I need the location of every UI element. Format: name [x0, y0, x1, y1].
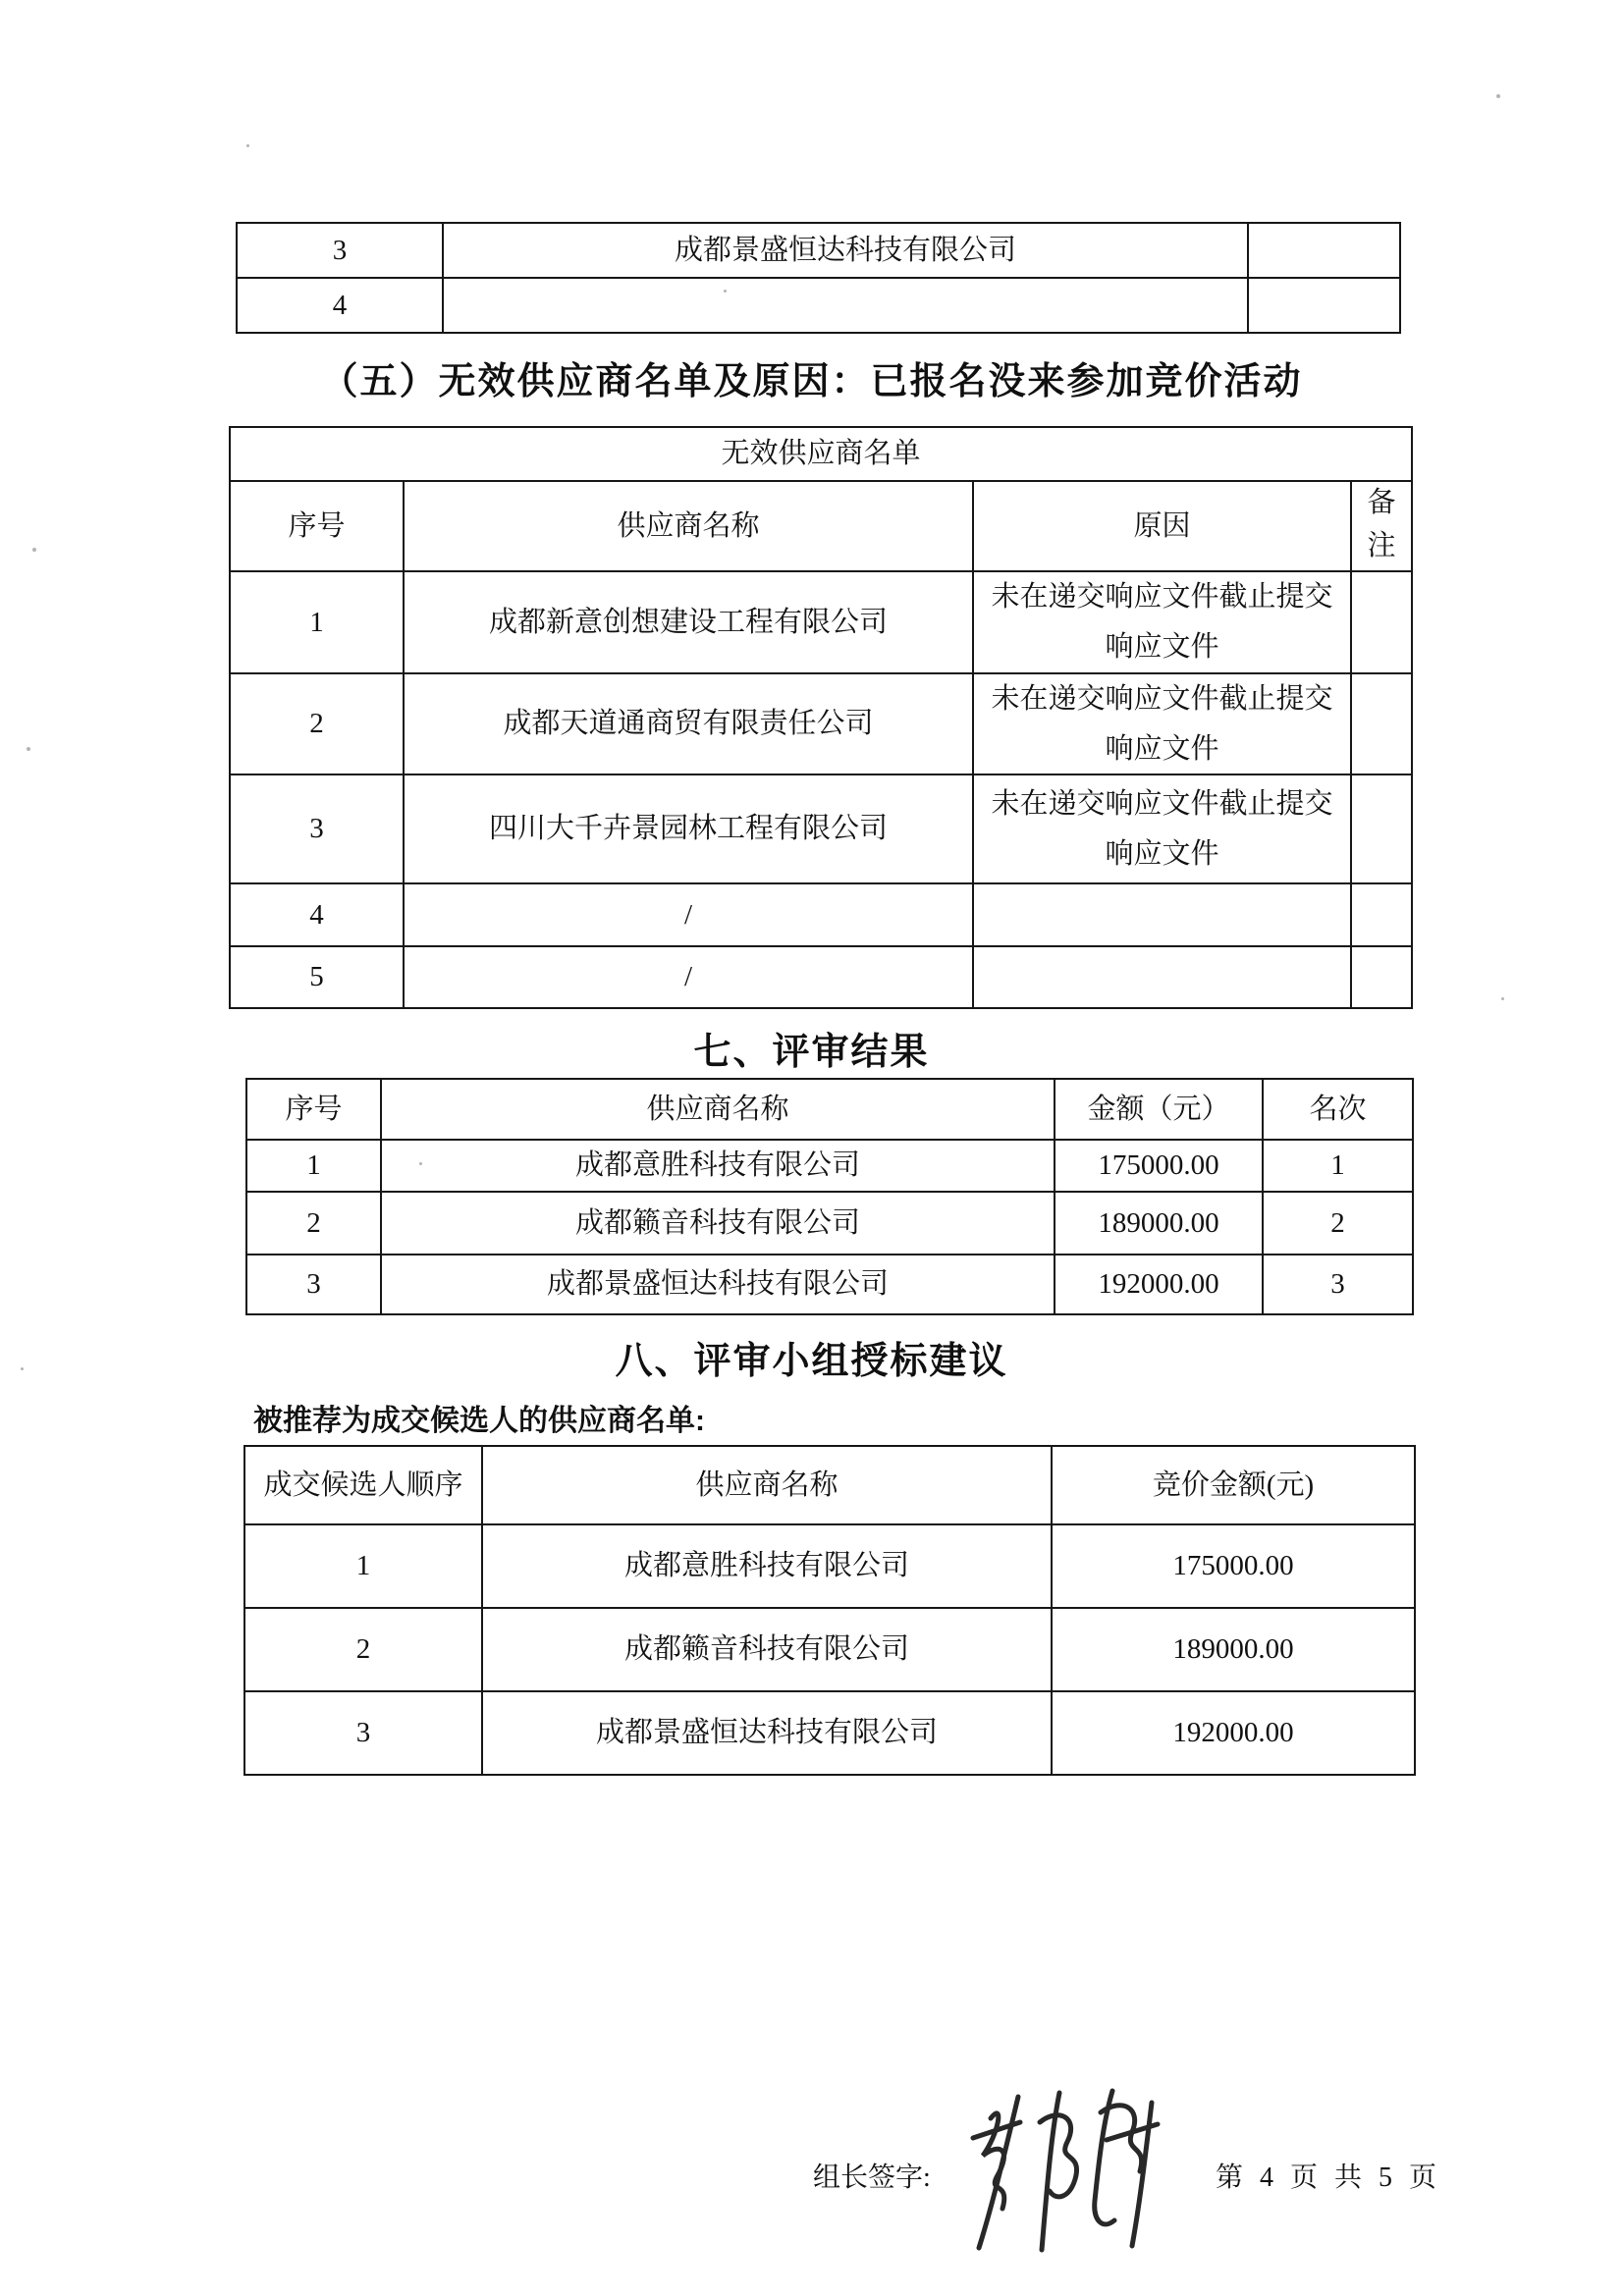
section-heading-invalid-suppliers: （五）无效供应商名单及原因：已报名没来参加竞价活动: [320, 361, 1303, 402]
supplier-name-cell: [443, 278, 1248, 333]
row-number-cell: 2: [244, 1608, 482, 1691]
row-number-cell: 3: [230, 774, 404, 883]
column-header-bid-amount: 竞价金额(元): [1052, 1446, 1415, 1524]
section-heading-review-result: 七、评审结果: [693, 1032, 930, 1073]
note-cell: [1351, 774, 1412, 883]
note-cell: [1248, 223, 1400, 278]
row-number-cell: 1: [246, 1140, 381, 1192]
amount-cell: 175000.00: [1055, 1140, 1263, 1192]
supplier-name-cell: 成都籁音科技有限公司: [381, 1192, 1055, 1255]
column-header-no: 序号: [230, 481, 404, 571]
review-result-table: [245, 1078, 1414, 1315]
note-cell: [1351, 571, 1412, 673]
table-row: [237, 278, 1400, 333]
supplier-name-cell: 成都意胜科技有限公司: [482, 1524, 1052, 1608]
table-title-cell: 无效供应商名单: [230, 427, 1412, 481]
table-header-row: [246, 1079, 1413, 1140]
note-cell: [1248, 278, 1400, 333]
table-row: [230, 673, 1412, 775]
column-header-no: 序号: [246, 1079, 381, 1140]
row-number-cell: 5: [230, 946, 404, 1008]
scan-speck: [21, 1367, 24, 1370]
rank-cell: 3: [1263, 1255, 1413, 1314]
row-number-cell: 2: [246, 1192, 381, 1255]
scan-speck: [1501, 997, 1504, 1000]
scan-speck: [724, 290, 727, 293]
column-header-amount: 金额（元）: [1055, 1079, 1263, 1140]
amount-cell: 189000.00: [1052, 1608, 1415, 1691]
column-header-rank: 名次: [1263, 1079, 1413, 1140]
table-header-row: [244, 1446, 1415, 1524]
scan-speck: [27, 747, 30, 751]
table-row: [244, 1608, 1415, 1691]
row-number-cell: 3: [244, 1691, 482, 1775]
note-cell: [1351, 883, 1412, 946]
table-row: [244, 1524, 1415, 1608]
rank-cell: 1: [1263, 1140, 1413, 1192]
rank-cell: 2: [1263, 1192, 1413, 1255]
scan-speck: [246, 144, 249, 147]
supplier-name-cell: 成都意胜科技有限公司: [381, 1140, 1055, 1192]
row-number-cell: 4: [237, 278, 443, 333]
row-number-cell: 2: [230, 673, 404, 775]
column-header-note: [1351, 481, 1412, 571]
row-number-cell: 3: [237, 223, 443, 278]
leader-signature-handwriting: [957, 2081, 1188, 2258]
row-number-cell: 3: [246, 1255, 381, 1314]
supplier-name-cell: 四川大千卉景园林工程有限公司: [404, 774, 973, 883]
table-row: [246, 1255, 1413, 1314]
scan-speck: [32, 548, 36, 552]
table-row: [246, 1140, 1413, 1192]
table-row: [230, 571, 1412, 673]
supplier-name-cell: 成都籁音科技有限公司: [482, 1608, 1052, 1691]
column-header-candidate-order: 成交候选人顺序: [244, 1446, 482, 1524]
supplier-name-cell: 成都景盛恒达科技有限公司: [381, 1255, 1055, 1314]
supplier-name-cell: /: [404, 883, 973, 946]
reason-cell: 未在递交响应文件截止提交响应文件: [973, 774, 1351, 883]
table-title-row: [230, 427, 1412, 481]
award-intro-text: 被推荐为成交候选人的供应商名单:: [253, 1405, 705, 1437]
table-row: [237, 223, 1400, 278]
column-header-supplier-name: 供应商名称: [381, 1079, 1055, 1140]
supplier-name-cell: /: [404, 946, 973, 1008]
row-number-cell: 4: [230, 883, 404, 946]
amount-cell: 192000.00: [1052, 1691, 1415, 1775]
column-header-reason: 原因: [973, 481, 1351, 571]
note-cell: [1351, 946, 1412, 1008]
table-row: [246, 1192, 1413, 1255]
page-indicator: 第 4 页 共 5 页: [1216, 2163, 1442, 2193]
column-header-note-label: 备注: [1367, 487, 1396, 561]
section-heading-award-recommendation: 八、评审小组授标建议: [615, 1341, 1008, 1382]
amount-cell: 192000.00: [1055, 1255, 1263, 1314]
supplier-name-cell: 成都景盛恒达科技有限公司: [482, 1691, 1052, 1775]
table-row: [230, 883, 1412, 946]
table-header-row: [230, 481, 1412, 571]
column-header-supplier-name: 供应商名称: [404, 481, 973, 571]
scan-speck: [419, 1162, 422, 1165]
reason-cell: [973, 883, 1351, 946]
leader-signature-label: 组长签字:: [813, 2163, 931, 2193]
table-row: [230, 946, 1412, 1008]
reason-cell: [973, 946, 1351, 1008]
reason-cell: 未在递交响应文件截止提交响应文件: [973, 673, 1351, 775]
reason-cell: 未在递交响应文件截止提交响应文件: [973, 571, 1351, 673]
scan-speck: [1496, 94, 1500, 98]
table-row: [230, 774, 1412, 883]
continuation-table: [236, 222, 1401, 334]
row-number-cell: 1: [244, 1524, 482, 1608]
award-candidates-table: [243, 1445, 1416, 1776]
amount-cell: 175000.00: [1052, 1524, 1415, 1608]
table-row: [244, 1691, 1415, 1775]
supplier-name-cell: 成都新意创想建设工程有限公司: [404, 571, 973, 673]
supplier-name-cell: 成都景盛恒达科技有限公司: [443, 223, 1248, 278]
amount-cell: 189000.00: [1055, 1192, 1263, 1255]
note-cell: [1351, 673, 1412, 775]
invalid-suppliers-table: [229, 426, 1413, 1009]
supplier-name-cell: 成都天道通商贸有限责任公司: [404, 673, 973, 775]
column-header-supplier-name: 供应商名称: [482, 1446, 1052, 1524]
row-number-cell: 1: [230, 571, 404, 673]
